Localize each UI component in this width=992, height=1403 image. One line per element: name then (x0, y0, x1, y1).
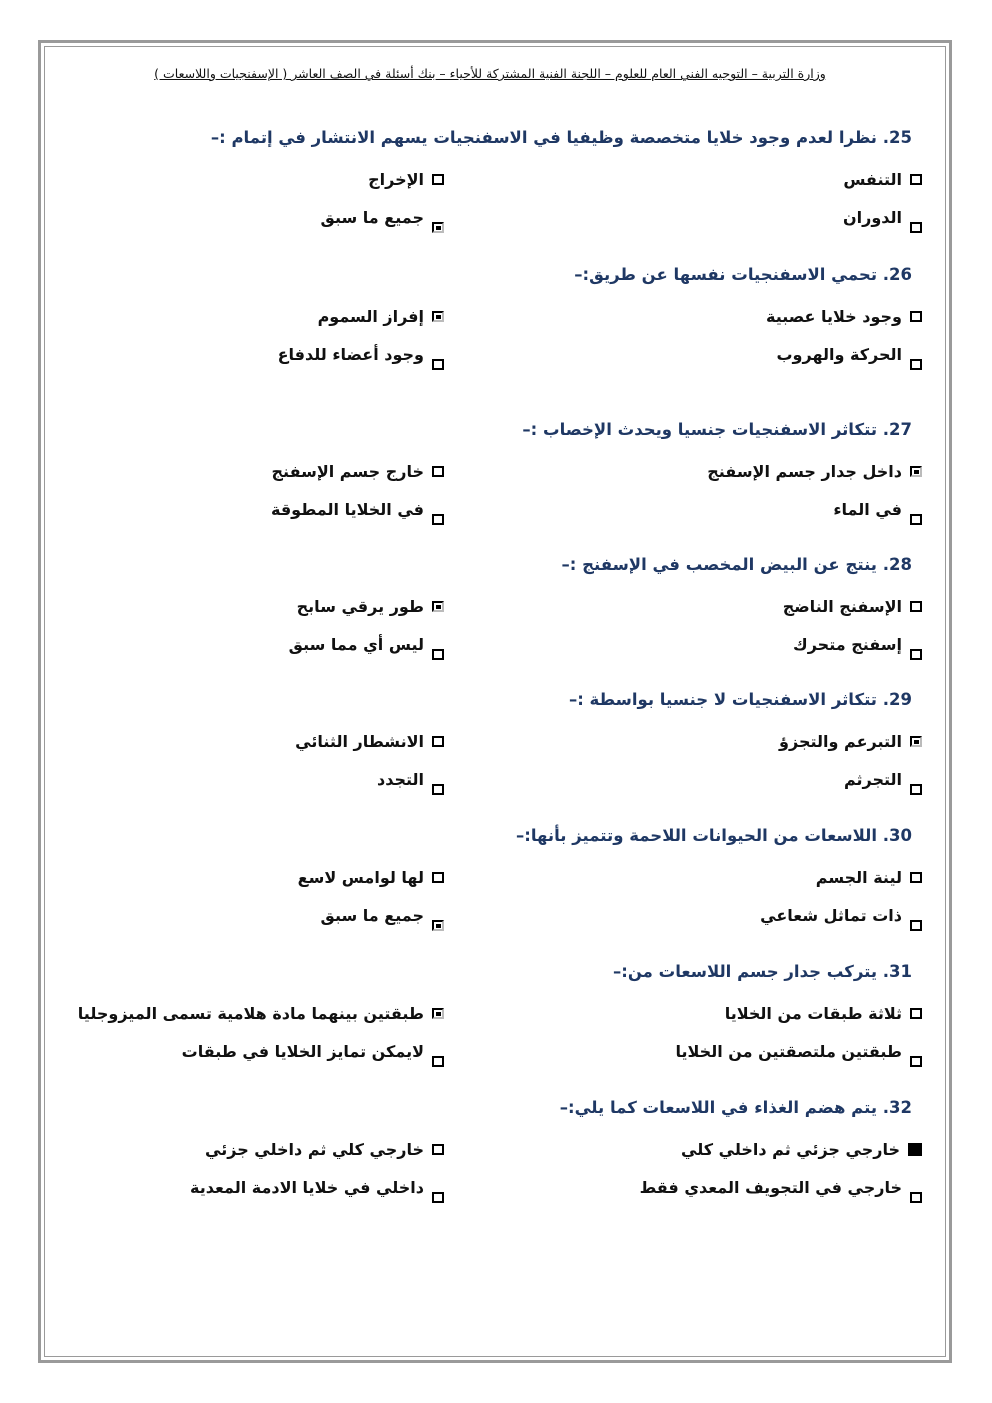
checkbox-icon[interactable] (432, 222, 444, 233)
page-header: وزارة التربية – التوجيه الفني العام للعلوم – اللجنة الفنية المشتركة للأحياء – بنك أسئلة في الصف العاشر ( الإسفنجيات واللاسعات ) (154, 66, 826, 81)
checkbox-icon[interactable] (910, 174, 922, 185)
checkbox-icon[interactable] (910, 1056, 922, 1067)
question-30: 30. اللاسعات من الحيوانات اللاحمة وتتميز بأنها:– (515, 826, 912, 845)
checkbox-icon[interactable] (432, 1008, 444, 1019)
option-25-1[interactable] (843, 170, 922, 189)
option-label: التبرعم والتجزؤ (779, 732, 902, 751)
option-26-2[interactable] (318, 307, 444, 326)
option-28-1[interactable] (783, 597, 922, 616)
option-label: في الخلايا المطوقة (270, 500, 424, 519)
checkbox-icon[interactable] (910, 649, 922, 660)
option-label: ليس أي مما سبق (288, 635, 424, 654)
checkbox-icon[interactable] (432, 649, 444, 660)
checkbox-icon[interactable] (432, 1192, 444, 1203)
checkbox-icon[interactable] (432, 1056, 444, 1067)
option-27-1[interactable] (707, 462, 922, 481)
checkbox-icon[interactable] (910, 222, 922, 233)
checkbox-icon[interactable] (432, 514, 444, 525)
option-label: الإسفنج الناضج (782, 597, 902, 616)
option-label: لينة الجسم (815, 868, 902, 887)
option-31-4[interactable] (182, 1042, 444, 1061)
checkbox-icon[interactable] (910, 736, 922, 747)
checkbox-icon[interactable] (432, 174, 444, 185)
option-31-2[interactable] (78, 1004, 444, 1023)
option-label: خارجي جزئي ثم داخلي كلي (681, 1140, 900, 1159)
question-25: 25. نظرا لعدم وجود خلايا متخصصة وظيفيا في الاسفنجيات يسهم الانتشار في إتمام :– (210, 128, 912, 147)
checkbox-icon[interactable] (910, 872, 922, 883)
option-29-4[interactable] (377, 770, 444, 789)
checkbox-icon[interactable] (432, 466, 444, 477)
question-31: 31. يتركب جدار جسم اللاسعات من:– (612, 962, 912, 981)
option-label: خارجي في التجويف المعدي فقط (639, 1178, 902, 1197)
checkbox-icon[interactable] (910, 311, 922, 322)
option-label: خارجي كلي ثم داخلي جزئي (205, 1140, 424, 1159)
option-label: وجود خلايا عصبية (765, 307, 902, 326)
option-27-3[interactable] (833, 500, 922, 519)
option-28-3[interactable] (793, 635, 922, 654)
checkbox-icon[interactable] (910, 514, 922, 525)
option-label: الانشطار الثنائي (295, 732, 424, 751)
checkbox-icon[interactable] (432, 359, 444, 370)
option-label: الإخراج (368, 170, 424, 189)
option-25-2[interactable] (368, 170, 444, 189)
option-30-2[interactable] (298, 868, 444, 887)
option-32-3[interactable] (640, 1178, 922, 1197)
option-30-1[interactable] (816, 868, 922, 887)
option-29-2[interactable] (295, 732, 444, 751)
option-label: جميع ما سبق (320, 906, 424, 925)
question-29: 29. تتكاثر الاسفنجيات لا جنسيا بواسطة :– (568, 690, 912, 709)
option-label: لايمكن تمايز الخلايا في طبقات (181, 1042, 424, 1061)
checkbox-icon[interactable] (910, 601, 922, 612)
option-29-1[interactable] (779, 732, 922, 751)
option-27-2[interactable] (272, 462, 445, 481)
option-27-4[interactable] (271, 500, 444, 519)
option-26-1[interactable] (766, 307, 922, 326)
checkbox-icon[interactable] (432, 872, 444, 883)
checkbox-icon[interactable] (432, 784, 444, 795)
option-label: إسفنج متحرك (793, 635, 902, 654)
option-28-4[interactable] (289, 635, 444, 654)
checkbox-icon[interactable] (910, 1192, 922, 1203)
option-26-4[interactable] (278, 345, 444, 364)
question-28: 28. ينتج عن البيض المخصب في الإسفنج :– (561, 555, 912, 574)
checkbox-icon[interactable] (910, 920, 922, 931)
option-31-1[interactable] (725, 1004, 922, 1023)
option-30-4[interactable] (321, 906, 444, 925)
checkbox-icon[interactable] (432, 920, 444, 931)
option-label: الدوران (842, 208, 902, 227)
option-32-2[interactable] (205, 1140, 444, 1159)
option-label: ثلاثة طبقات من الخلايا (724, 1004, 902, 1023)
option-label: في الماء (833, 500, 902, 519)
option-32-4[interactable] (190, 1178, 444, 1197)
checkbox-icon[interactable] (910, 1008, 922, 1019)
checkbox-icon[interactable] (908, 1143, 922, 1156)
option-28-2[interactable] (297, 597, 444, 616)
option-30-3[interactable] (760, 906, 922, 925)
option-label: ذات تماثل شعاعي (760, 906, 902, 925)
option-label: جميع ما سبق (320, 208, 424, 227)
option-label: التجدد (376, 770, 424, 789)
option-label: داخل جدار جسم الإسفنج (707, 462, 902, 481)
option-25-4[interactable] (321, 208, 444, 227)
checkbox-icon[interactable] (910, 784, 922, 795)
option-label: التجرثم (843, 770, 902, 789)
option-label: التنفس (843, 170, 902, 189)
option-31-3[interactable] (676, 1042, 923, 1061)
checkbox-icon[interactable] (432, 601, 444, 612)
question-26: 26. تحمي الاسفنجيات نفسها عن طريق:– (574, 265, 912, 284)
option-label: طبقتين بينهما مادة هلامية تسمى الميزوجليا (77, 1004, 424, 1023)
option-label: طبقتين ملتصقتين من الخلايا (675, 1042, 902, 1061)
checkbox-icon[interactable] (910, 359, 922, 370)
option-label: طور يرقي سابح (296, 597, 424, 616)
option-label: داخلي في خلايا الادمة المعدية (189, 1178, 424, 1197)
checkbox-icon[interactable] (432, 1144, 444, 1155)
checkbox-icon[interactable] (910, 466, 922, 477)
option-32-1[interactable] (681, 1140, 922, 1159)
checkbox-icon[interactable] (432, 311, 444, 322)
option-29-3[interactable] (844, 770, 922, 789)
option-26-3[interactable] (776, 345, 922, 364)
option-label: إفراز السموم (317, 307, 424, 326)
question-27: 27. تتكاثر الاسفنجيات جنسيا ويحدث الإخصاب :– (522, 420, 912, 439)
option-label: الحركة والهروب (776, 345, 902, 364)
option-label: خارج جسم الإسفنج (271, 462, 424, 481)
option-25-3[interactable] (843, 208, 922, 227)
checkbox-icon[interactable] (432, 736, 444, 747)
option-label: لها لوامس لاسع (297, 868, 424, 887)
question-32: 32. يتم هضم الغذاء في اللاسعات كما يلي:– (559, 1098, 912, 1117)
option-label: وجود أعضاء للدفاع (277, 345, 424, 364)
